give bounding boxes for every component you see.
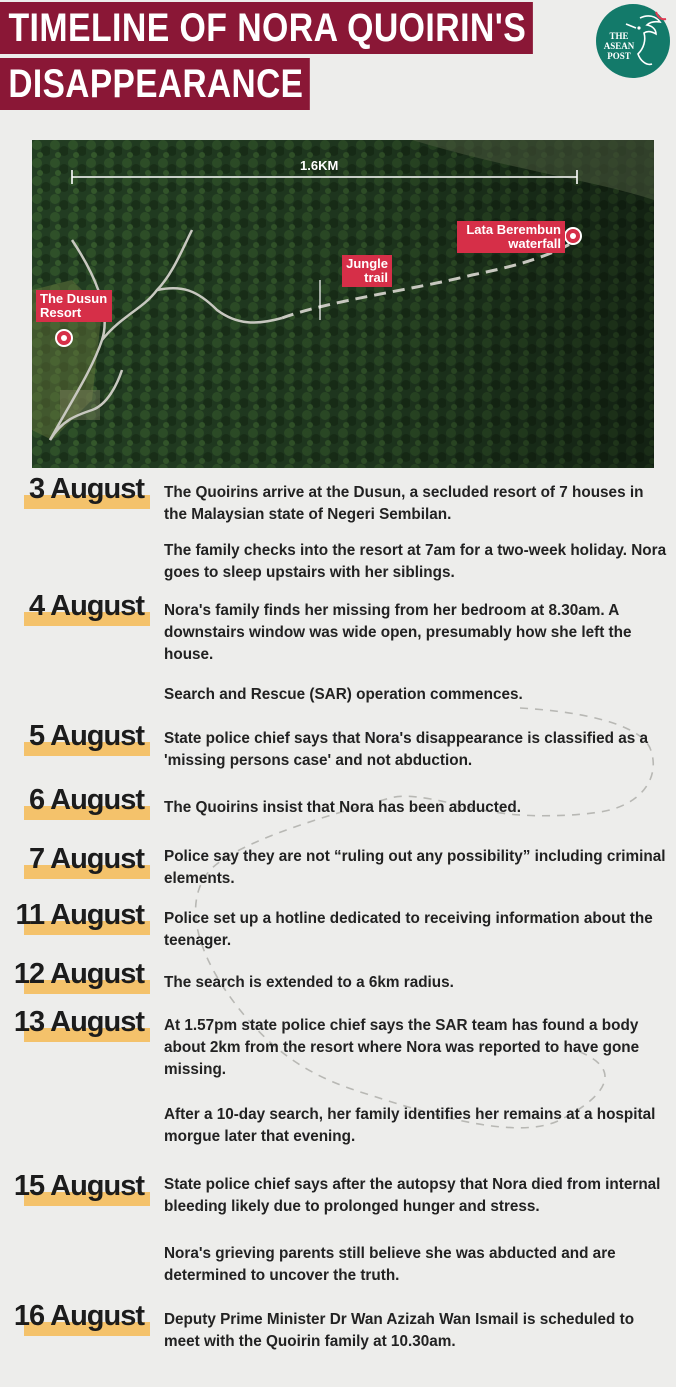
date-4-august: 4 August (24, 600, 150, 626)
title-line-1: TIMELINE OF NORA QUOIRIN'S (0, 2, 533, 54)
waterfall-marker-icon (565, 228, 581, 244)
event-text: Police say they are not “ruling out any possibility” including criminal elements. (164, 848, 666, 887)
asean-post-logo (596, 4, 670, 78)
event-text: Search and Rescue (SAR) operation commences. (164, 686, 523, 703)
event-text: The Quoirins insist that Nora has been abducted. (164, 799, 521, 816)
event-text: After a 10-day search, her family identifies her remains at a hospital morgue later that evening. (164, 1106, 656, 1145)
date-13-august: 13 August (24, 1016, 150, 1042)
trail-label: Jungle trail (342, 255, 392, 287)
logo-text: THE ASEAN POST (603, 31, 635, 61)
event-text: The Quoirins arrive at the Dusun, a secluded resort of 7 houses in the Malaysian state of Negeri Sembilan. (164, 484, 644, 523)
title-line-2: DISAPPEARANCE (0, 58, 310, 110)
event-text: Police set up a hotline dedicated to receiving information about the teenager. (164, 910, 653, 949)
waterfall-label: Lata Berembun waterfall (457, 221, 565, 253)
resort-marker-icon (56, 330, 72, 346)
distance-label: 1.6KM (300, 158, 339, 173)
event-text: The search is extended to a 6km radius. (164, 974, 454, 991)
date-11-august: 11 August (24, 909, 150, 935)
event-text: State police chief says after the autopsy that Nora died from internal bleeding likely due to prolonged hunger and stress. (164, 1176, 661, 1215)
event-text: At 1.57pm state police chief says the SAR team has found a body about 2km from the resort where Nora was reported to have gone missing. (164, 1017, 640, 1078)
resort-label: The Dusun Resort (36, 290, 112, 322)
date-7-august: 7 August (24, 853, 150, 879)
event-text: Nora's grieving parents still believe she was abducted and are determined to uncover the truth. (164, 1245, 616, 1284)
date-5-august: 5 August (24, 730, 150, 756)
date-16-august: 16 August (24, 1310, 150, 1336)
event-text: Deputy Prime Minister Dr Wan Azizah Wan Ismail is scheduled to meet with the Quoirin family at 10.30am. (164, 1311, 635, 1350)
event-text: The family checks into the resort at 7am for a two-week holiday. Nora goes to sleep upstairs with her siblings. (164, 542, 667, 581)
event-text: Nora's family finds her missing from her bedroom at 8.30am. A downstairs window was wide open, presumably how she left the house. (164, 602, 632, 663)
date-12-august: 12 August (24, 968, 150, 994)
satellite-map (32, 140, 654, 468)
date-6-august: 6 August (24, 794, 150, 820)
event-text: State police chief says that Nora's disappearance is classified as a 'missing persons case' and not abduction. (164, 730, 649, 769)
date-15-august: 15 August (24, 1180, 150, 1206)
date-3-august: 3 August (24, 483, 150, 509)
